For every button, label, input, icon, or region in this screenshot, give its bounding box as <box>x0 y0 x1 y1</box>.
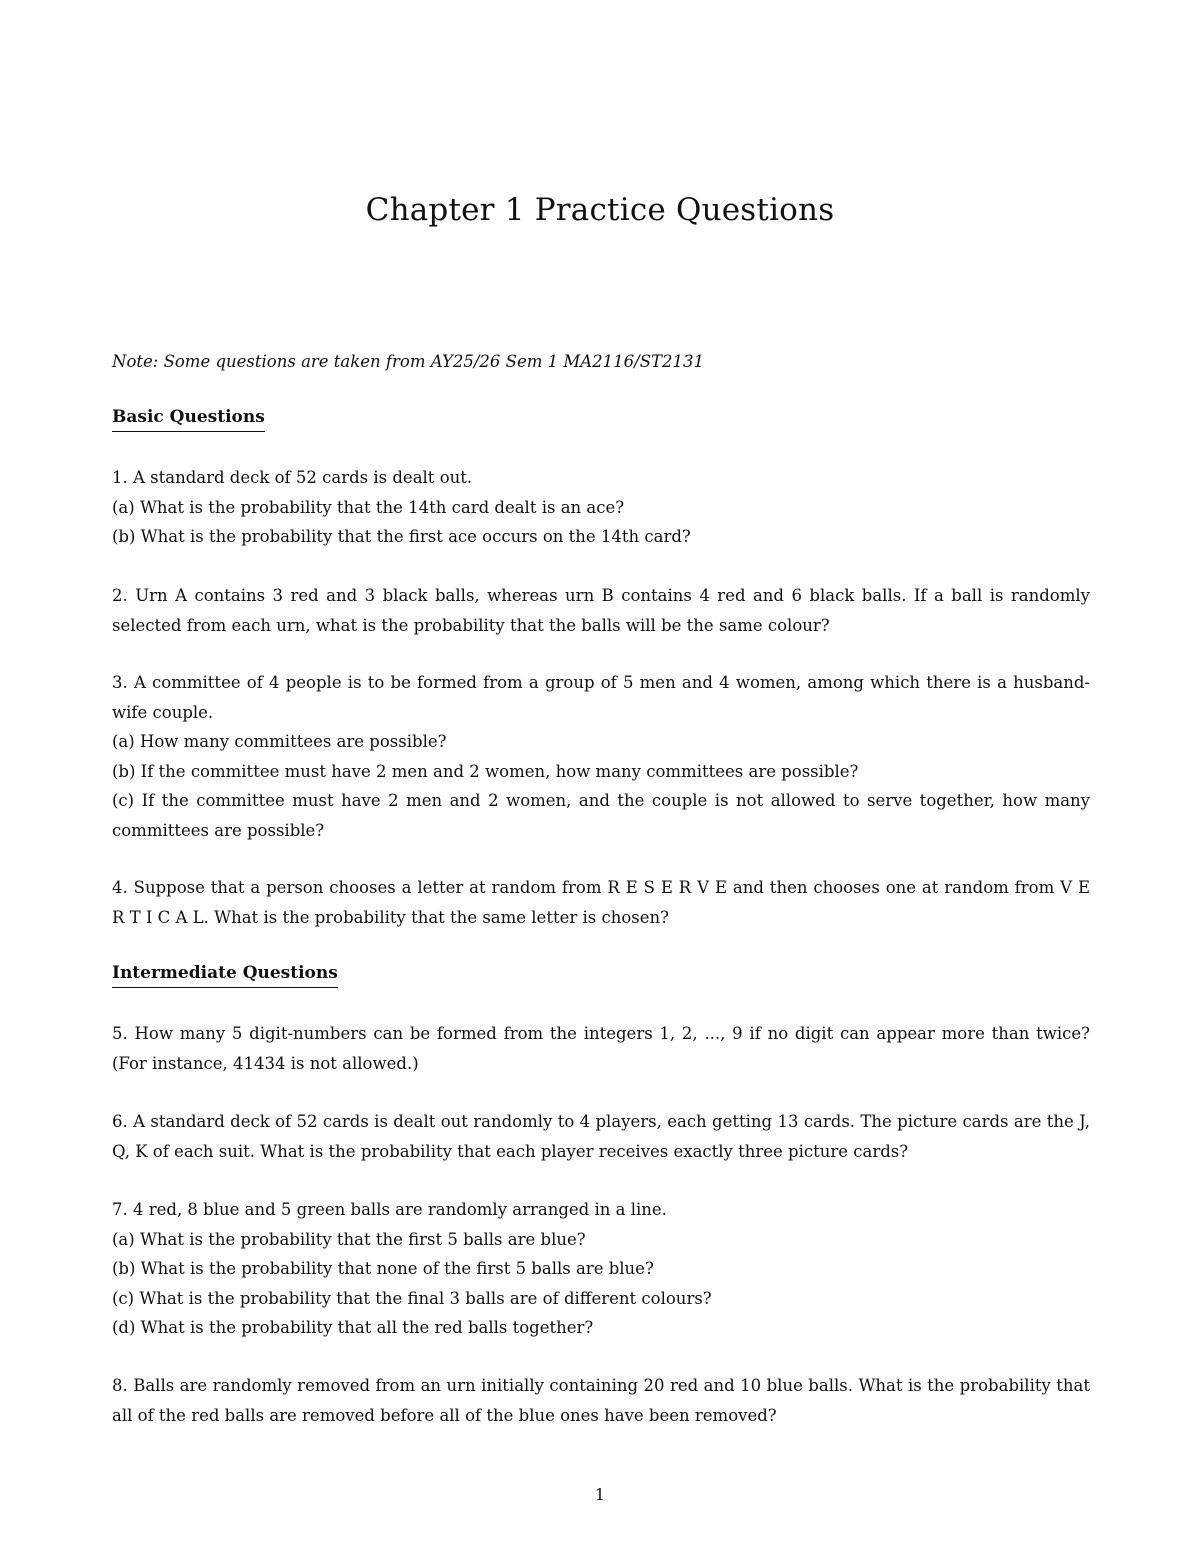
question-8 <box>112 1371 1090 1430</box>
question-2-stem: 2. Urn A contains 3 red and 3 black balls, whereas urn B contains 4 red and 6 black balls. If a ball is randomly selected from each urn, what is the probability that the balls will be the same colour? <box>112 586 1090 635</box>
question-4 <box>112 873 1090 932</box>
question-3-part-a: (a) How many committees are possible? <box>112 732 447 751</box>
question-1-stem: 1. A standard deck of 52 cards is dealt out. <box>112 468 473 487</box>
section-heading-intermediate: Intermediate Questions <box>112 961 338 988</box>
question-3-part-c: (c) If the committee must have 2 men and 2 women, and the couple is not allowed to serve together, how many committees are possible? <box>112 791 1090 840</box>
page-title: Chapter 1 Practice Questions <box>365 192 835 228</box>
page-number: 1 <box>594 1485 606 1504</box>
question-1-part-b: (b) What is the probability that the first ace occurs on the 14th card? <box>112 527 691 546</box>
question-7-part-a: (a) What is the probability that the first 5 balls are blue? <box>112 1229 586 1249</box>
question-6 <box>112 1107 1090 1166</box>
question-8-stem: 8. Balls are randomly removed from an urn initially containing 20 red and 10 blue balls. What is the probability that all of the red balls are removed before all of the blue ones have been removed? <box>112 1376 1090 1425</box>
question-3-stem: 3. A committee of 4 people is to be formed from a group of 5 men and 4 women, among which there is a husband-wife couple. <box>112 673 1090 722</box>
question-2 <box>112 581 1090 640</box>
question-1 <box>112 463 1090 552</box>
question-3-part-b: (b) If the committee must have 2 men and 2 women, how many committees are possible? <box>112 761 859 781</box>
question-7-part-d: (d) What is the probability that all the red balls together? <box>112 1318 594 1337</box>
question-5-stem: 5. How many 5 digit-numbers can be formed from the integers 1, 2, ..., 9 if no digit can appear more than twice? (For instance, 41434 is not allowed.) <box>112 1024 1090 1073</box>
question-7-part-c: (c) What is the probability that the final 3 balls are of different colours? <box>112 1288 712 1308</box>
question-7-stem: 7. 4 red, 8 blue and 5 green balls are randomly arranged in a line. <box>112 1200 667 1219</box>
question-7 <box>112 1195 1090 1343</box>
source-note: Note: Some questions are taken from AY25/26 Sem 1 MA2116/ST2131 <box>112 352 705 371</box>
question-7-part-b: (b) What is the probability that none of the first 5 balls are blue? <box>112 1259 654 1278</box>
question-4-stem: 4. Suppose that a person chooses a letter at random from R E S E R V E and then chooses one at random from V E R T I C A L. What is the probability that the same letter is chosen? <box>112 878 1090 927</box>
question-5 <box>112 1019 1090 1078</box>
section-heading-basic: Basic Questions <box>112 405 265 432</box>
question-6-stem: 6. A standard deck of 52 cards is dealt out randomly to 4 players, each getting 13 cards. The picture cards are the J, Q, K of each suit. What is the probability that each player receives exactly three picture cards? <box>112 1112 1090 1161</box>
question-1-part-a: (a) What is the probability that the 14th card dealt is an ace? <box>112 497 625 517</box>
question-3 <box>112 668 1090 845</box>
